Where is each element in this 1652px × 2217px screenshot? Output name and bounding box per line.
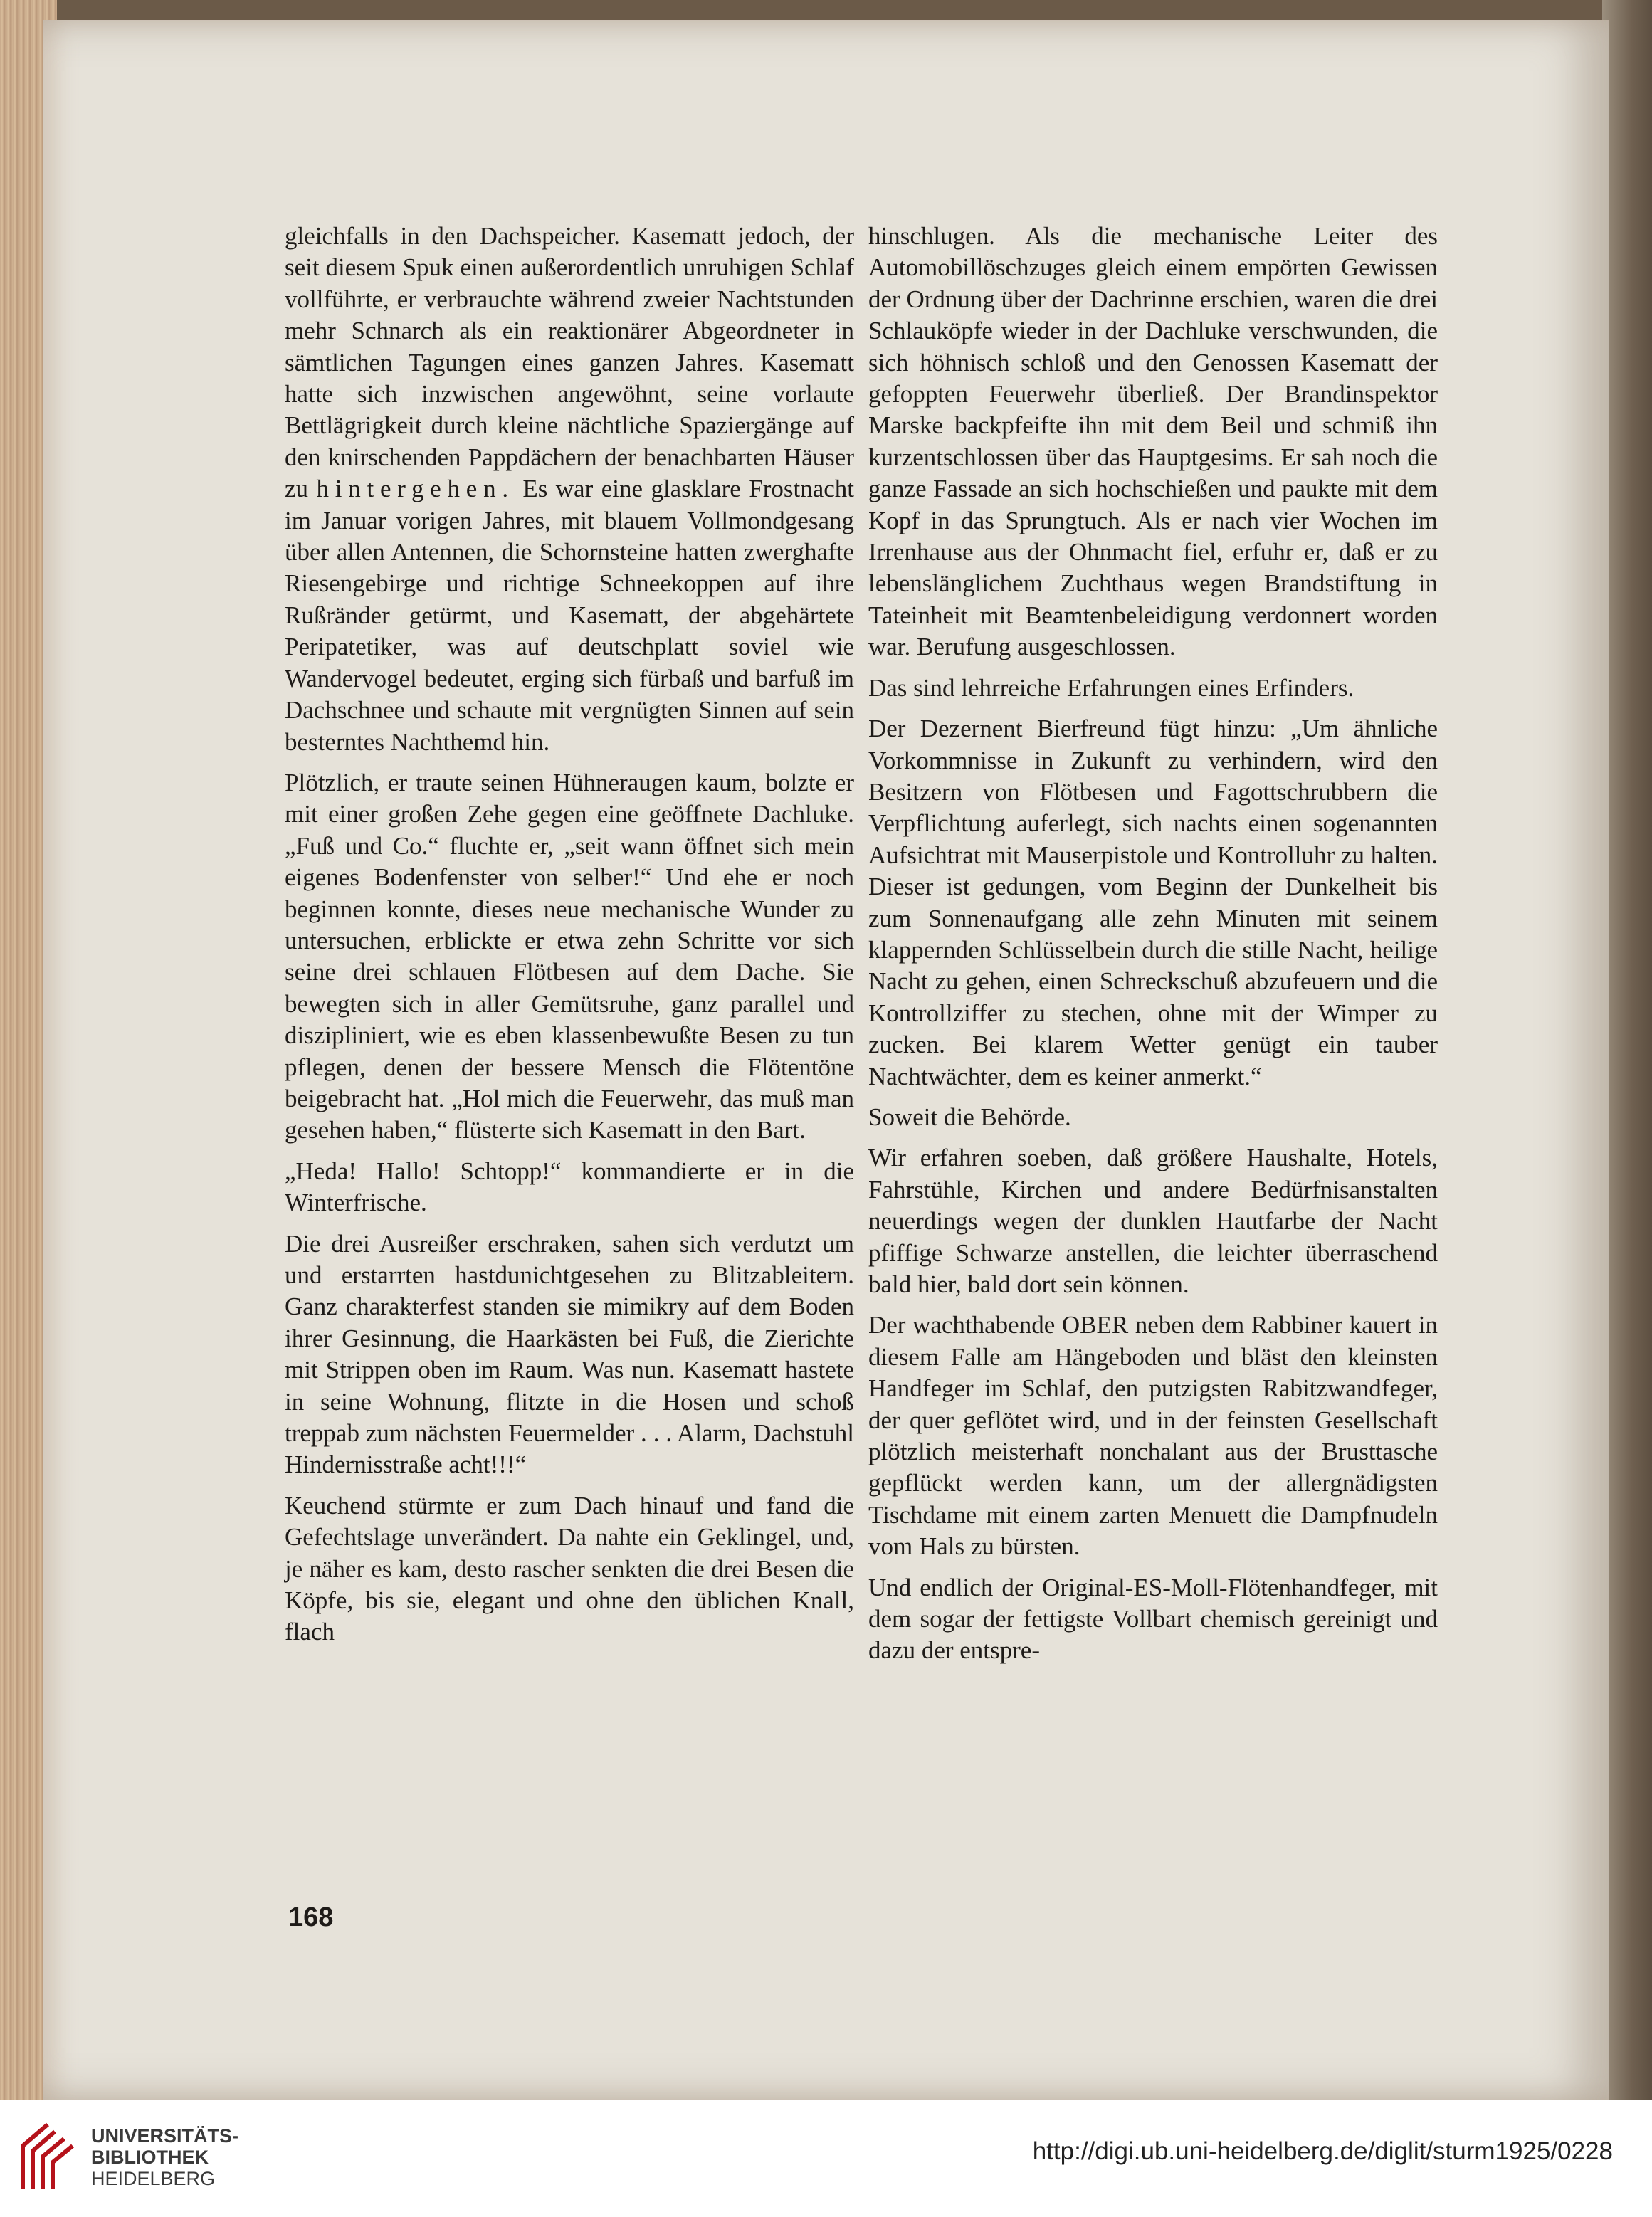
footer-bar — [0, 2100, 1652, 2217]
paragraph: Das sind lehrreiche Erfahrungen eines Erfinders. — [868, 673, 1354, 702]
library-name-line: UNIVERSITÄTS- — [91, 2125, 239, 2147]
library-name — [91, 2125, 238, 2189]
paragraph: Der wachthabende OBER neben dem Rabbiner kauert in diesem Falle am Hängeboden und bläst den kleinsten Handfeger im Schlaf, den putzigsten Rabitzwandfeger, der quer geflötet wird, und in der feinsten Gesellschaft plötzlich meisterhaft nonchalant aus der Brusttasche gepflückt werden kann, um der allergnädigsten Tischdame mit einem zarten Menuett die Dampfnudeln vom Hals zu bürsten. — [868, 1311, 1438, 1561]
library-name-line: BIBLIOTHEK — [91, 2147, 209, 2168]
paragraph: Und endlich der Original-ES-Moll-Flötenhandfeger, mit dem sogar der fettigste Vollbart chemisch gereinigt und dazu der entspre- — [868, 1573, 1438, 1665]
paragraph: Soweit die Behörde. — [868, 1102, 1071, 1131]
book-page — [43, 20, 1609, 2100]
text-column-right — [868, 221, 1438, 1676]
paragraph: Keuchend stürmte er zum Dach hinauf und fand die Gefechtslage unverändert. Da nahte ein Geklingel, und, je näher es kam, desto rascher senkten die drei Besen die Köpfe, bis sie, elegant und ohne den üblichen Knall, flach — [285, 1491, 854, 1646]
library-logo-icon — [16, 2121, 80, 2192]
paragraph: Der Dezernent Bierfreund fügt hinzu: „Um ähnliche Vorkommnisse in Zukunft zu verhindern, wird den Besitzern von Flötbesen und Fagottschrubbern die Verpflichtung auferlegt, sich nachts einen sogenannten Aufsichtrat mit Mauserpistole und Kontrolluhr zu halten. Dieser ist gedungen, vom Beginn der Dunkelheit bis zum Sonnenaufgang alle zehn Minuten mit seinem klappernden Schlüsselbein durch die stille Nacht, heilige Nacht zu gehen, einen Schreckschuß abzufeuern und die Kontrollziffer zu stechen, ohne mit der Wimper zu zucken. Bei klarem Wetter genügt ein tauber Nachtwächter, dem es keiner anmerkt.“ — [868, 715, 1438, 1090]
paragraph-text: gleichfalls in den Dachspeicher. Kasematt jedoch, der seit diesem Spuk einen außerordentlich unruhigen Schlaf vollführte, er verbrauchte während zweier Nachtstunden mehr Schnarch als ein reaktionärer Abgeordneter in sämtlichen Tagungen eines ganzen Jahres. Kasematt hatte sich inzwischen angewöhnt, seine vorlaute Bettlägrigkeit durch kleine nächtliche Spaziergänge auf den knirschenden Pappdächern der benachbarten Häuser zu — [285, 222, 854, 503]
source-url[interactable]: http://digi.ub.uni-heidelberg.de/diglit/sturm1925/0228 — [1032, 2137, 1613, 2165]
paragraph-text: Es war eine glasklare Frostnacht im Januar vorigen Jahres, mit blauem Vollmondgesang über allen Antennen, die Schornsteine hatten zwerghafte Riesengebirge und richtige Schneekoppen auf ihre Rußränder getürmt, und Kasematt, der abgehärtete Peripatetiker, was auf deutschplatt soviel wie Wandervogel bedeutet, erging sich fürbaß und barfuß im Dachschnee und schaute mit vergnügten Sinnen auf sein besterntes Nachthemd hin. — [285, 475, 855, 756]
book-binding-edge — [1602, 0, 1652, 2100]
spaced-word: hintergehen. — [316, 475, 515, 503]
paragraph: Wir erfahren soeben, daß größere Haushalte, Hotels, Fahrstühle, Kirchen und andere Bedürfnisanstalten neuerdings wegen der dunklen Hautfarbe der Nacht pfiffige Schwarze anstellen, die leichter überraschend bald hier, bald dort sein können. — [868, 1144, 1438, 1298]
paragraph: hinschlugen. Als die mechanische Leiter des Automobillöschzuges gleich einem empörten Gewissen der Ordnung über der Dachrinne erschien, waren die drei Schlauköpfe wieder in der Dachluke verschwunden, die sich höhnisch schloß und den Genossen Kasematt der gefoppten Feuerwehr überließ. Der Brandinspektor Marske backpfeifte ihn mit dem Beil und schmiß ihn kurzentschlossen über das Hauptgesims. Er sah noch die ganze Fassade an sich hochschießen und paukte mit dem Kopf in das Sprungtuch. Als er nach vier Wochen im Irrenhause aus der Ohnmacht fiel, erfuhr er, daß er zu lebenslänglichem Zuchthaus wegen Brandstiftung in Tateinheit mit Beamtenbeleidigung verdonnert worden war. Berufung ausgeschlossen. — [868, 222, 1438, 661]
library-name-line: HEIDELBERG — [91, 2168, 216, 2189]
paragraph: Plötzlich, er traute seinen Hühneraugen kaum, bolzte er mit einer großen Zehe gegen eine geöffnete Dachluke. „Fuß und Co.“ fluchte er, „seit wann öffnet sich mein eigenes Bodenfenster von selber!“ Und ehe er noch beginnen konnte, dieses neue mechanische Wunder zu untersuchen, erblickte er etwa zehn Schritte vor sich seine drei schlauen Flötbesen auf dem Dache. Sie bewegten sich in aller Gemütsruhe, ganz parallel und diszipliniert, wie es eben klassenbewußte Besen zu tun pflegen, denen der bessere Mensch die Flötentöne beigebracht hat. „Hol mich die Feuerwehr, das muß man gesehen haben,“ flüsterte sich Kasematt in den Bart. — [285, 768, 854, 1144]
text-column-left — [285, 221, 854, 1658]
paragraph: Die drei Ausreißer erschraken, sahen sich verdutzt um und erstarrten hastdunichtgesehen zu Blitzableitern. Ganz charakterfest standen sie mimikry auf dem Boden ihrer Gesinnung, die Haarkästen bei Fuß, die Zierichte mit Strippen oben im Raum. Was nun. Kasematt hastete in seine Wohnung, flitzte in die Hosen und schoß treppab zum nächsten Feuermelder . . . Alarm, Dachstuhl Hindernisstraße acht!!!“ — [285, 1229, 854, 1479]
paragraph — [285, 221, 854, 758]
page-number: 168 — [288, 1902, 334, 1932]
paragraph: „Heda! Hallo! Schtopp!“ kommandierte er in die Winterfrische. — [285, 1157, 854, 1217]
